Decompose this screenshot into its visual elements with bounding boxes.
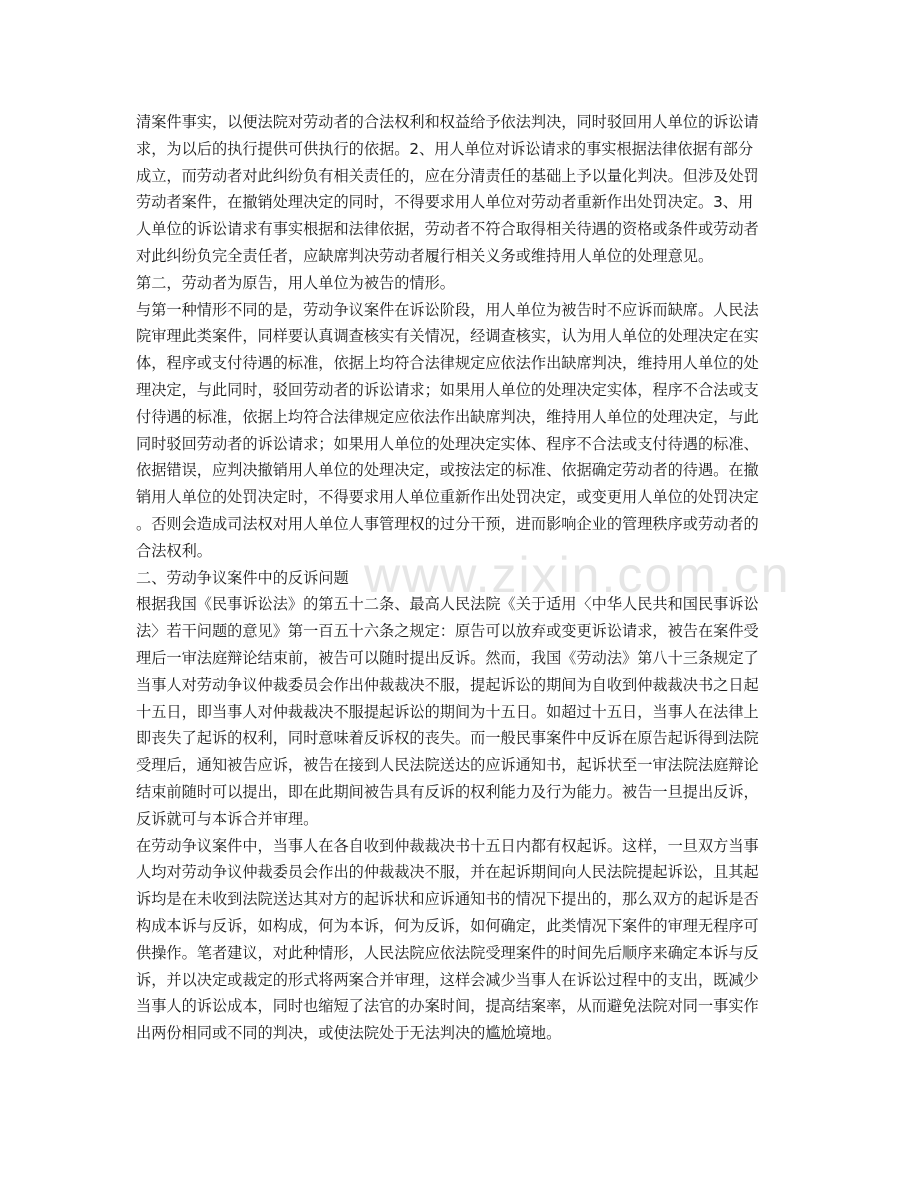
text-line: 成立，而劳动者对此纠纷负有相关责任的，应在分清责任的基础上予以量化判决。但涉及处罚 [136,166,759,185]
text-line: 清案件事实，以便法院对劳动者的合法权利和权益给予依法判决，同时驳回用人单位的诉讼请 [136,113,759,131]
watermark: www.zixin.com.cn [364,547,791,603]
text-line: 依据错误，应判决撤销用人单位的处理决定，或按法定的标准、依据确定劳动者的待遇。在撤 [136,461,759,480]
text-line: 在劳动争议案件中，当事人在各自收到仲裁裁决书十五日内都有权起诉。这样，一旦双方当事 [136,836,759,855]
text-line: 供操作。笔者建议，对此种情形，人民法院应依法院受理案件的时间先后顺序来确定本诉与反 [136,943,759,962]
text-line: 对此纠纷负完全责任者，应缺席判决劳动者履行相关义务或维持用人单位的处理意见。 [136,246,714,265]
text-line: 理后一审法庭辩论结束前，被告可以随时提出反诉。然而，我国《劳动法》第八十三条规定了 [136,648,759,667]
text-line: 与第一种情形不同的是，劳动争议案件在诉讼阶段，用人单位为被告时不应诉而缺席。人民法 [136,300,759,319]
text-line: 院审理此类案件，同样要认真调查核实有关情况，经调查核实，认为用人单位的处理决定在实 [136,327,759,346]
text-line: 十五日，即当事人对仲裁裁决不服提起诉讼的期间为十五日。如超过十五日，当事人在法律上 [136,702,759,721]
text-line: 人均对劳动争议仲裁委员会作出的仲裁裁决不服，并在起诉期间向人民法院提起诉讼，且其起 [136,863,759,882]
text-line: 法〉若干问题的意见》第一百五十六条之规定：原告可以放弃或变更诉讼请求，被告在案件受 [136,622,759,641]
text-line: 求，为以后的执行提供可供执行的依据。2、用人单位对诉讼请求的事实根据法律依据有部分 [136,139,754,158]
document-body [136,109,786,1047]
text-line: 同时驳回劳动者的诉讼请求；如果用人单位的处理决定实体、程序不合法或支付待遇的标准、 [136,434,759,453]
text-line: 诉，并以决定或裁定的形式将两案合并审理，这样会减少当事人在诉讼过程中的支出，既减少 [136,970,759,989]
text-line: 反诉就可与本诉合并审理。 [136,809,319,828]
text-line: 人单位的诉讼请求有事实根据和法律依据，劳动者不符合取得相关待遇的资格或条件或劳动者 [136,220,759,239]
text-line: 受理后，通知被告应诉，被告在接到人民法院送达的应诉通知书，起诉状至一审法院法庭辩论 [136,756,759,775]
text-line: 结束前随时可以提出，即在此期间被告具有反诉的权利能力及行为能力。被告一旦提出反诉， [136,782,759,801]
text-line: 理决定，与此同时，驳回劳动者的诉讼请求；如果用人单位的处理决定实体，程序不合法或支 [136,380,759,399]
text-line: 即丧失了起诉的权利，同时意味着反诉权的丧失。而一般民事案件中反诉在原告起诉得到法院 [136,729,759,748]
text-line: 体，程序或支付待遇的标准，依据上均符合法律规定应依法作出缺席判决，维持用人单位的处 [136,354,759,373]
section-heading: 第二，劳动者为原告，用人单位为被告的情形。 [136,273,455,292]
text-line: 合法权利。 [136,541,212,560]
text-line: 根据我国《民事诉讼法》的第五十二条、最高人民法院《关于适用〈中华人民共和国民事诉讼 [136,595,759,614]
text-line: 付待遇的标准，依据上均符合法律规定应依法作出缺席判决，维持用人单位的处理决定，与此 [136,407,759,426]
text-line: 劳动者案件，在撤销处理决定的同时，不得要求用人单位对劳动者重新作出处罚决定。3、用 [136,193,754,212]
text-line: 。否则会造成司法权对用人单位人事管理权的过分干预，进而影响企业的管理秩序或劳动者的 [136,514,759,533]
text-line: 出两份相同或不同的判决，或使法院处于无法判决的尴尬境地。 [136,1024,562,1043]
text-line: 销用人单位的处罚决定时，不得要求用人单位重新作出处罚决定，或变更用人单位的处罚决定 [136,488,759,507]
text-line: 诉均是在未收到法院送达其对方的起诉状和应诉通知书的情况下提出的，那么双方的起诉是否 [136,890,759,909]
section-heading: 二、劳动争议案件中的反诉问题 [136,568,349,587]
text-line: 当事人的诉讼成本，同时也缩短了法官的办案时间，提高结案率，从而避免法院对同一事实作 [136,997,759,1016]
text-line: 构成本诉与反诉，如构成，何为本诉，何为反诉，如何确定，此类情况下案件的审理无程序可 [136,916,759,935]
text-line: 当事人对劳动争议仲裁委员会作出仲裁裁决不服，提起诉讼的期间为自收到仲裁裁决书之日起 [136,675,759,694]
